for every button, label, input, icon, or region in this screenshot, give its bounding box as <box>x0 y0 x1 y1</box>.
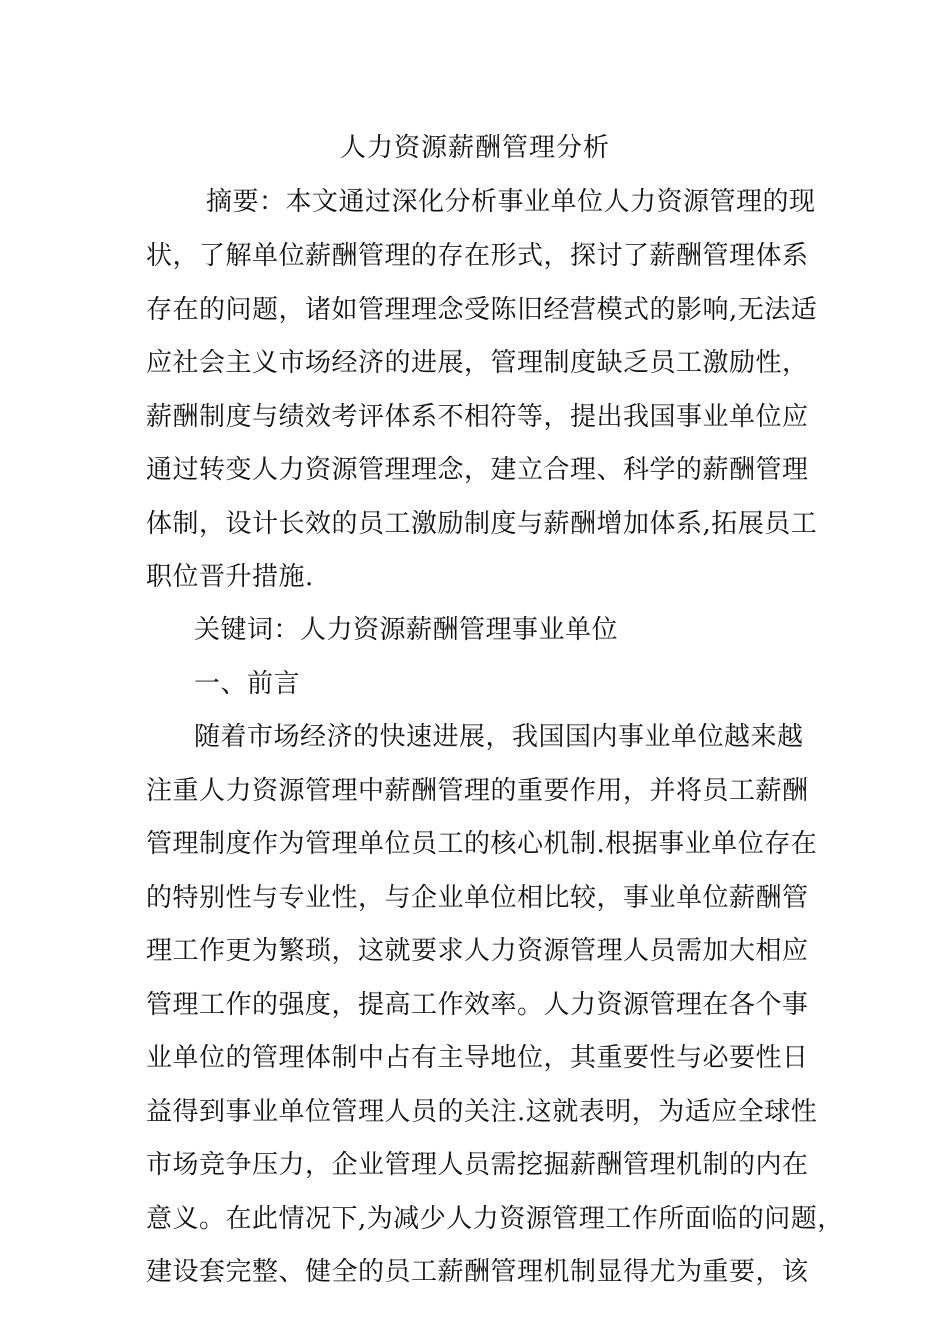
abstract-line: 存在的问题，诸如管理理念受陈旧经营模式的影响,无法适 <box>146 295 818 325</box>
body-line: 市场竞争压力，企业管理人员需挖掘薪酬管理机制的内在 <box>146 1150 809 1180</box>
body-line: 管理工作的强度，提高工作效率。人力资源管理在各个事 <box>146 990 809 1020</box>
body-line: 业单位的管理体制中占有主导地位，其重要性与必要性日 <box>146 1043 809 1073</box>
abstract-line: 通过转变人力资源管理理念，建立合理、科学的薪酬管理 <box>146 455 809 485</box>
abstract-line: 应社会主义市场经济的进展，管理制度缺乏员工激励性， <box>146 348 809 378</box>
abstract-line: 体制，设计长效的员工激励制度与薪酬增加体系,拓展员工 <box>146 509 818 539</box>
abstract-line: 薪酬制度与绩效考评体系不相符等，提出我国事业单位应 <box>146 402 809 432</box>
body-line: 注重人力资源管理中薪酬管理的重要作用，并将员工薪酬 <box>146 776 809 806</box>
body-line: 理工作更为繁琐，这就要求人力资源管理人员需加大相应 <box>146 936 809 966</box>
document-title: 人力资源薪酬管理分析 <box>339 133 610 163</box>
abstract-line: 职位晋升措施. <box>146 562 314 592</box>
abstract-line: 状，了解单位薪酬管理的存在形式，探讨了薪酬管理体系 <box>146 241 809 271</box>
abstract-line: 摘要：本文通过深化分析事业单位人力资源管理的现 <box>206 187 816 217</box>
body-line: 益得到事业单位管理人员的关注.这就表明，为适应全球性 <box>146 1097 818 1127</box>
body-line: 的特别性与专业性，与企业单位相比较，事业单位薪酬管 <box>146 883 809 913</box>
keywords-line: 关键词：人力资源薪酬管理事业单位 <box>194 615 619 645</box>
section-heading: 一、前言 <box>194 669 301 699</box>
body-line: 管理制度作为管理单位员工的核心机制.根据事业单位存在 <box>146 829 818 859</box>
body-line: 建设套完整、健全的员工薪酬管理机制显得尤为重要，该 <box>146 1257 809 1287</box>
body-line: 随着市场经济的快速进展，我国国内事业单位越来越 <box>194 722 804 752</box>
body-line: 意义。在此情况下,为减少人力资源管理工作所面临的问题， <box>146 1204 844 1234</box>
